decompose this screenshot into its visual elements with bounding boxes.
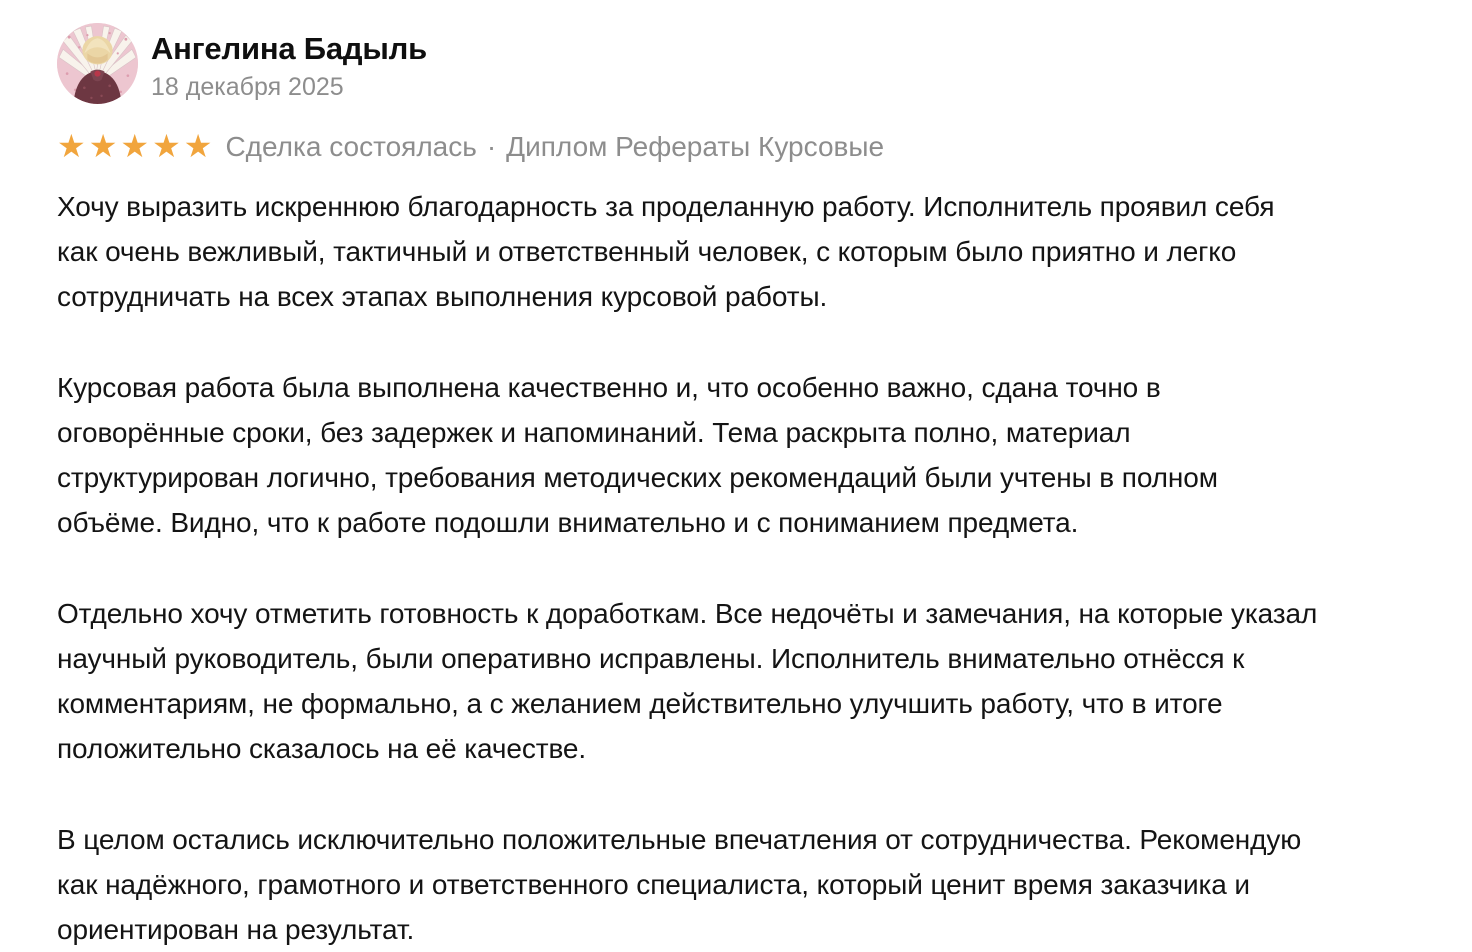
review-paragraph: Отдельно хочу отметить готовность к доработкам. Все недочёты и замечания, на которые указал научный руководитель, были оперативно исправлены. Исполнитель внимательно отнёсся к комментариям, не формально, а с желанием действительно улучшить работу, что в итоге положительно сказалось на её качестве. bbox=[57, 597, 1318, 764]
review-date: 18 декабря 2025 bbox=[151, 72, 344, 101]
avatar[interactable] bbox=[57, 23, 138, 104]
review-header bbox=[57, 23, 1415, 104]
deal-separator: · bbox=[486, 131, 497, 162]
deal-category: Диплом Рефераты Курсовые bbox=[506, 131, 885, 162]
review-paragraph: Курсовая работа была выполнена качественно и, что особенно важно, сдана точно в оговорённые сроки, без задержек и напоминаний. Тема раскрыта полно, материал структурирован логично, требования методических рекомендаций были учтены в полном объёме. Видно, что к работе подошли внимательно и с пониманием предмета. bbox=[57, 371, 1218, 538]
author-block bbox=[151, 23, 427, 102]
author-name: Ангелина Бадыль bbox=[151, 31, 428, 66]
rating-row bbox=[57, 127, 1415, 164]
deal-status: Сделка состоялась bbox=[225, 131, 477, 162]
avatar-image bbox=[57, 23, 138, 104]
review-paragraph: В целом остались исключительно положительные впечатления от сотрудничества. Рекомендую как надёжного, грамотного и ответственного специалиста, который ценит время заказчика и ориентирован на результат. bbox=[57, 823, 1302, 945]
review-text bbox=[57, 184, 1319, 952]
review-paragraph: Хочу выразить искреннюю благодарность за проделанную работу. Исполнитель проявил себя как очень вежливый, тактичный и ответственный человек, с которым было приятно и легко сотрудничать на всех этапах выполнения курсовой работы. bbox=[57, 190, 1275, 312]
star-rating-icon: ★★★★★ bbox=[57, 127, 216, 164]
